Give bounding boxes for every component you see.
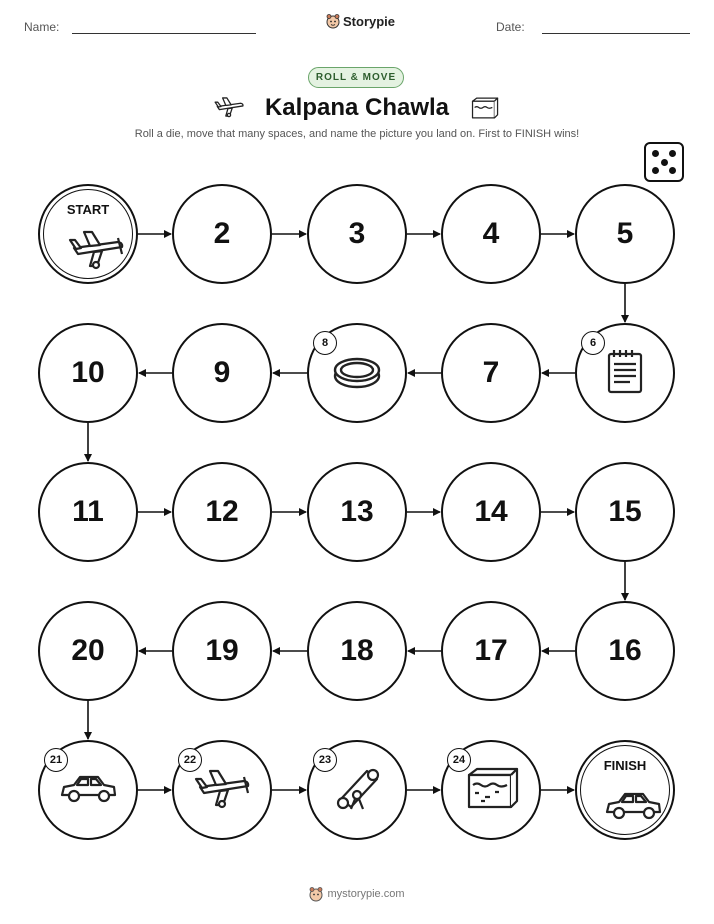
airplane-icon: [66, 226, 126, 272]
board-space-17[interactable]: [441, 601, 541, 701]
date-label: Date:: [496, 20, 525, 34]
space-number-badge: 23: [313, 748, 337, 772]
board-space-13[interactable]: [307, 462, 407, 562]
airplane-icon: [192, 765, 252, 811]
footer: [0, 886, 714, 902]
board-space-19[interactable]: [172, 601, 272, 701]
board-space-12[interactable]: [172, 462, 272, 562]
water-tank-icon: [461, 765, 521, 811]
space-picture: [327, 348, 387, 399]
space-number-badge: 21: [44, 748, 68, 772]
board-space-11[interactable]: [38, 462, 138, 562]
space-number: 20: [71, 634, 105, 667]
space-number: 15: [608, 495, 642, 528]
board-space-23[interactable]: [307, 740, 407, 840]
space-picture: [327, 765, 387, 816]
board-space-24[interactable]: [441, 740, 541, 840]
space-number: 3: [348, 217, 366, 250]
finish-label: FINISH: [603, 758, 647, 773]
space-number-badge: 6: [581, 331, 605, 355]
board-space-21[interactable]: [38, 740, 138, 840]
board-space-18[interactable]: [307, 601, 407, 701]
board-space-5[interactable]: [575, 184, 675, 284]
space-number: 19: [205, 634, 239, 667]
scroll-icon: [327, 765, 387, 811]
space-picture: [58, 765, 118, 816]
board-space-22[interactable]: [172, 740, 272, 840]
board-space-2[interactable]: [172, 184, 272, 284]
instructions-text: Roll a die, move that many spaces, and name the picture you land on. First to FINISH wins!: [134, 128, 580, 140]
space-number-badge: 8: [313, 331, 337, 355]
game-type-badge: ROLL & MOVE: [308, 67, 404, 88]
space-number: 4: [482, 217, 500, 250]
page-title: Kalpana Chawla: [264, 94, 450, 121]
footer-url[interactable]: mystorypie.com: [327, 888, 405, 900]
ring-icon: [327, 348, 387, 394]
board-space-7[interactable]: [441, 323, 541, 423]
space-picture: [595, 348, 655, 399]
start-label: START: [66, 202, 110, 217]
board-space-9[interactable]: [172, 323, 272, 423]
space-number: 7: [482, 356, 500, 389]
space-number: 9: [213, 356, 231, 389]
space-number: 17: [474, 634, 508, 667]
space-number-badge: 24: [447, 748, 471, 772]
board-space-14[interactable]: [441, 462, 541, 562]
board-space-16[interactable]: [575, 601, 675, 701]
space-number-badge: 22: [178, 748, 202, 772]
space-number: 11: [72, 495, 104, 528]
storypie-mascot-icon: [309, 886, 323, 902]
board-space-8[interactable]: [307, 323, 407, 423]
space-picture: [66, 226, 126, 277]
space-picture: [603, 782, 663, 833]
space-number: 10: [71, 356, 105, 389]
space-number: 13: [340, 495, 374, 528]
brand-name: Storypie: [343, 13, 396, 29]
notepad-icon: [595, 348, 655, 394]
space-number: 16: [608, 634, 642, 667]
car-icon: [603, 782, 663, 828]
space-number: 2: [213, 217, 231, 250]
space-picture: [192, 765, 252, 816]
space-picture: [461, 765, 521, 816]
name-label: Name:: [24, 20, 60, 34]
board-space-6[interactable]: [575, 323, 675, 423]
space-number: 18: [340, 634, 374, 667]
space-number: 5: [616, 217, 634, 250]
space-number: 14: [474, 495, 508, 528]
board-space-4[interactable]: [441, 184, 541, 284]
space-number: 12: [205, 495, 239, 528]
board-space-20[interactable]: [38, 601, 138, 701]
finish-space[interactable]: [575, 740, 675, 840]
car-icon: [58, 765, 118, 811]
start-space[interactable]: [38, 184, 138, 284]
board-space-15[interactable]: [575, 462, 675, 562]
board-space-3[interactable]: [307, 184, 407, 284]
board-space-10[interactable]: [38, 323, 138, 423]
